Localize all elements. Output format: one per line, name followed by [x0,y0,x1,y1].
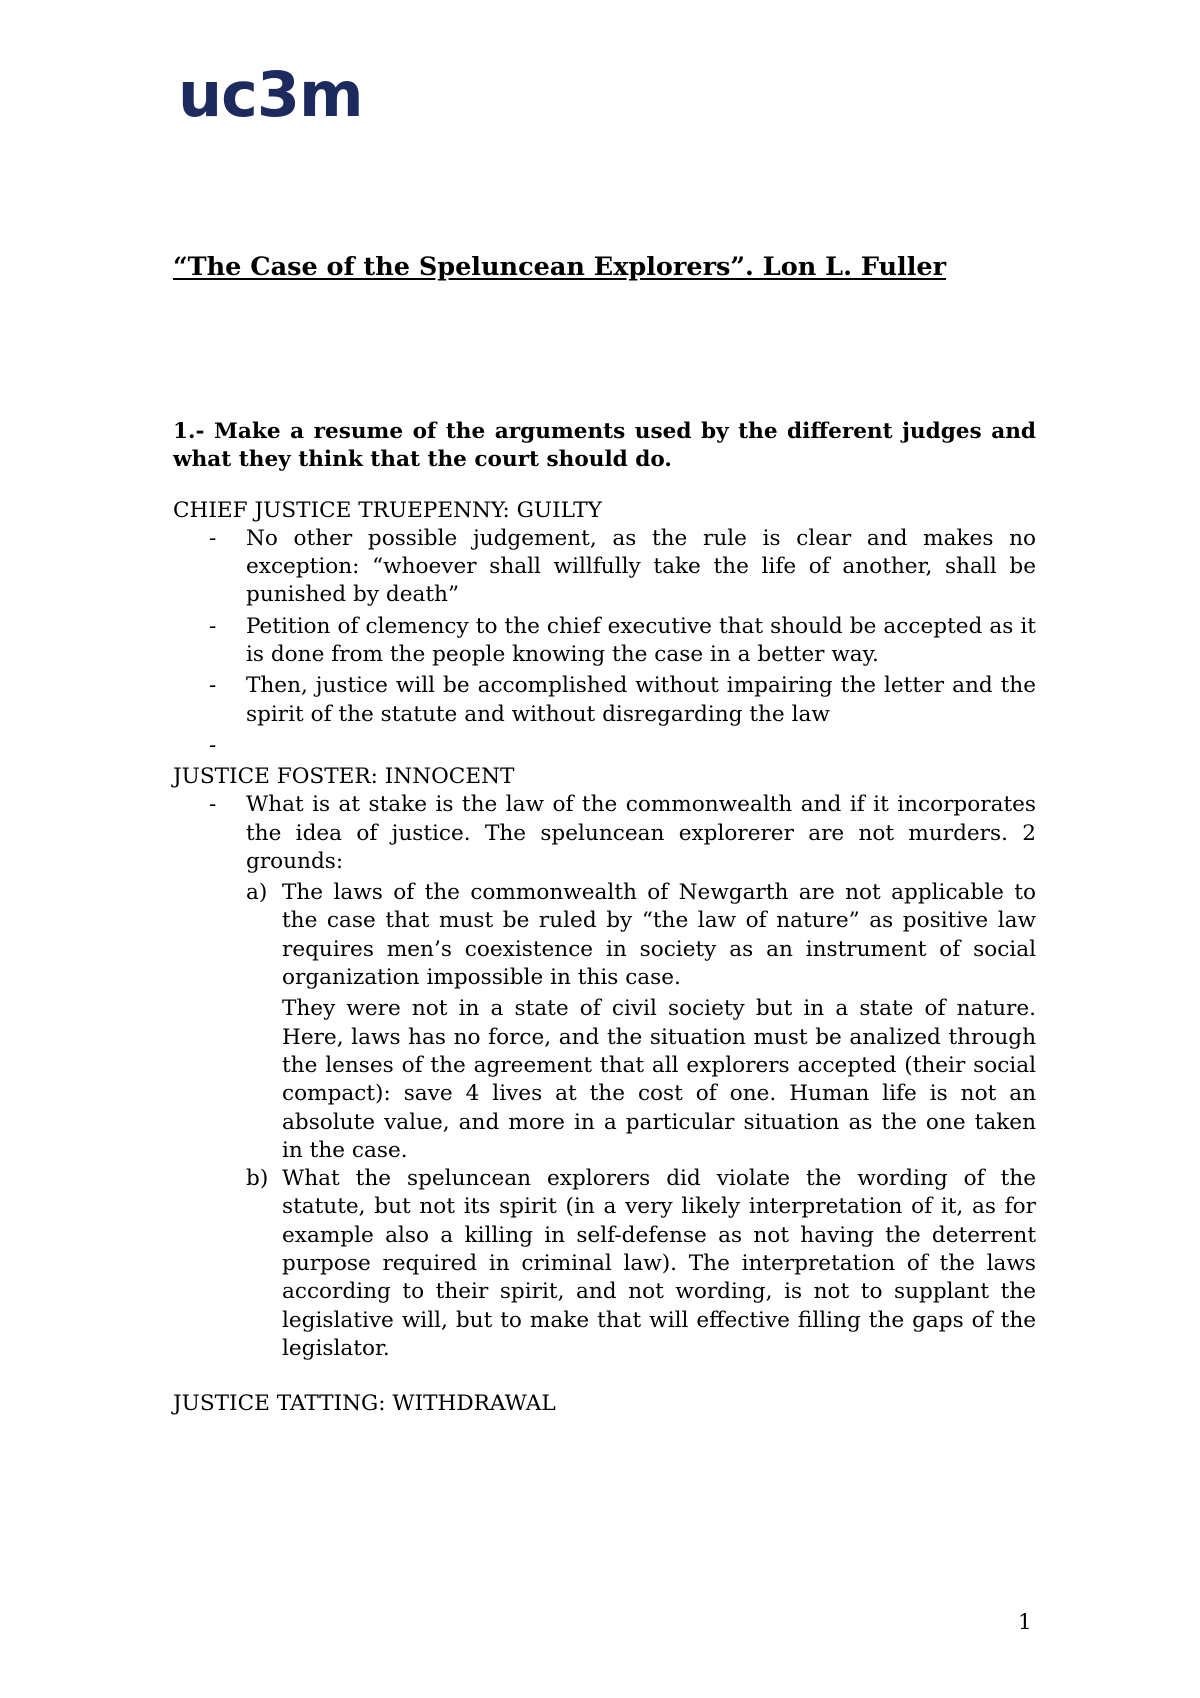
list-item [173,525,1036,610]
section-heading: JUSTICE FOSTER: INNOCENT [173,763,515,789]
dash-bullet: - [209,732,217,758]
dash-bullet: - [209,792,217,818]
list-item-text: No other possible judgement, as the rule is clear and makes no exception: “whoever shall willfully take the life of another, shall be punished by death” [246,525,1036,608]
ground-continuation: They were not in a state of civil society but in a state of nature. Here, laws has no force, and the situation must be analized through the lenses of the agreement that all explorers accepted (their social compact): save 4 lives at the cost of one. Human life is not an absolute value, and more in a particular situation as the one taken in the case. [282,996,1036,1163]
ground-text: What the speluncean explorers did violate the wording of the statute, but not its spirit (in a very likely interpretation of it, as for example also a killing in self-defense as not having the deterrent purpose required in criminal law). The interpretation of the laws according to their spirit, and not wording, is not to supplant the legislative will, but to make that will effective filling the gaps of the legislator. [282,1166,1036,1361]
section-foster [173,763,1036,1363]
question-prompt: 1.- Make a resume of the arguments used by the different judges and what they think that the court should do. [173,419,1036,473]
ground-marker: b) [246,1166,269,1192]
list-item-text: What is at stake is the law of the commonwealth and if it incorporates the idea of justice. The speluncean explorerer are not murders. 2 grounds: [246,792,1036,874]
ground-item [173,1165,1036,1363]
dash-bullet: - [209,525,217,551]
list-item [173,672,1036,729]
argument-list [173,525,1036,760]
document-body [173,418,1036,1419]
document-title: “The Case of the Speluncean Explorers”. Lon L. Fuller [173,252,947,282]
list-item [173,613,1036,670]
section-tatting [173,1390,1036,1418]
list-item-empty [173,732,1036,760]
uc3m-logo: uc3m [178,58,363,131]
page-number: 1 [1018,1610,1032,1635]
dash-bullet: - [209,613,217,639]
list-item-text: Then, justice will be accomplished without impairing the letter and the spirit of the statute and without disregarding the law [246,673,1036,727]
list-item [173,791,1036,876]
section-truepenny [173,497,1036,760]
ground-text: The laws of the commonwealth of Newgarth are not applicable to the case that must be ruled by “the law of nature” as positive law requires men’s coexistence in society as an instrument of social organization impossible in this case. [282,880,1036,991]
argument-list [173,791,1036,876]
spacer [173,1366,1036,1390]
section-heading: CHIEF JUSTICE TRUEPENNY: GUILTY [173,497,602,523]
ground-item [173,879,1036,992]
section-heading: JUSTICE TATTING: WITHDRAWAL [173,1391,556,1417]
ground-marker: a) [246,880,268,906]
dash-bullet: - [209,673,217,699]
list-item-text: Petition of clemency to the chief executive that should be accepted as it is done from the people knowing the case in a better way. [246,613,1036,668]
